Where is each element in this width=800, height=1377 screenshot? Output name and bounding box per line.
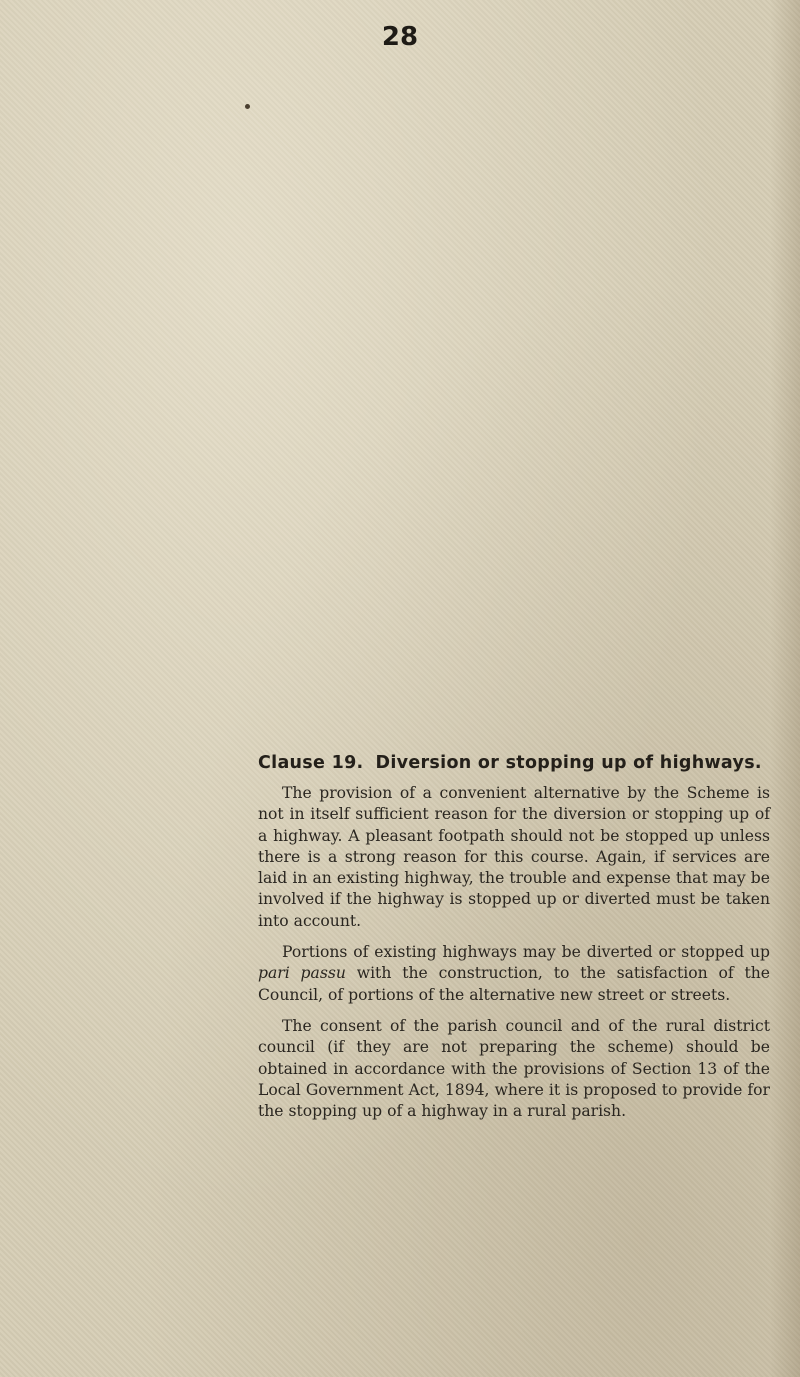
clause-section bbox=[258, 753, 770, 1122]
clause-title: Diversion or stopping up of highways. bbox=[375, 753, 762, 773]
paper-speck bbox=[245, 104, 250, 109]
paragraph-2 bbox=[258, 942, 770, 1006]
page-number: 28 bbox=[381, 22, 419, 52]
paragraph-2-italic: pari passu bbox=[258, 964, 346, 983]
clause-number: Clause 19. bbox=[258, 753, 364, 773]
paragraph-3: The consent of the parish council and of the rural district council (if they are not preparing the scheme) should be obtained in accordance with the provisions of Section 13 of the Local Government Act, 1894, where it is proposed to provide for the stopping up of a highway in a rural parish. bbox=[258, 1016, 770, 1121]
clause-heading bbox=[258, 753, 770, 773]
page-edge-shadow bbox=[770, 0, 800, 1377]
paragraph-2-end: with the construction, to the satisfaction of the Council, of portions of the alternative new street or streets. bbox=[258, 964, 770, 1004]
paragraph-1: The provision of a convenient alternative by the Scheme is not in itself sufficient reason for the diversion or stopping up of a highway. A pleasant footpath should not be stopped up unless there is a strong reason for this course. Again, if services are laid in an existing highway, the trouble and expense that may be involved if the highway is stopped up or diverted must be taken into account. bbox=[258, 784, 770, 930]
paragraph-2-start: Portions of existing highways may be diverted or stopped up bbox=[282, 943, 770, 962]
